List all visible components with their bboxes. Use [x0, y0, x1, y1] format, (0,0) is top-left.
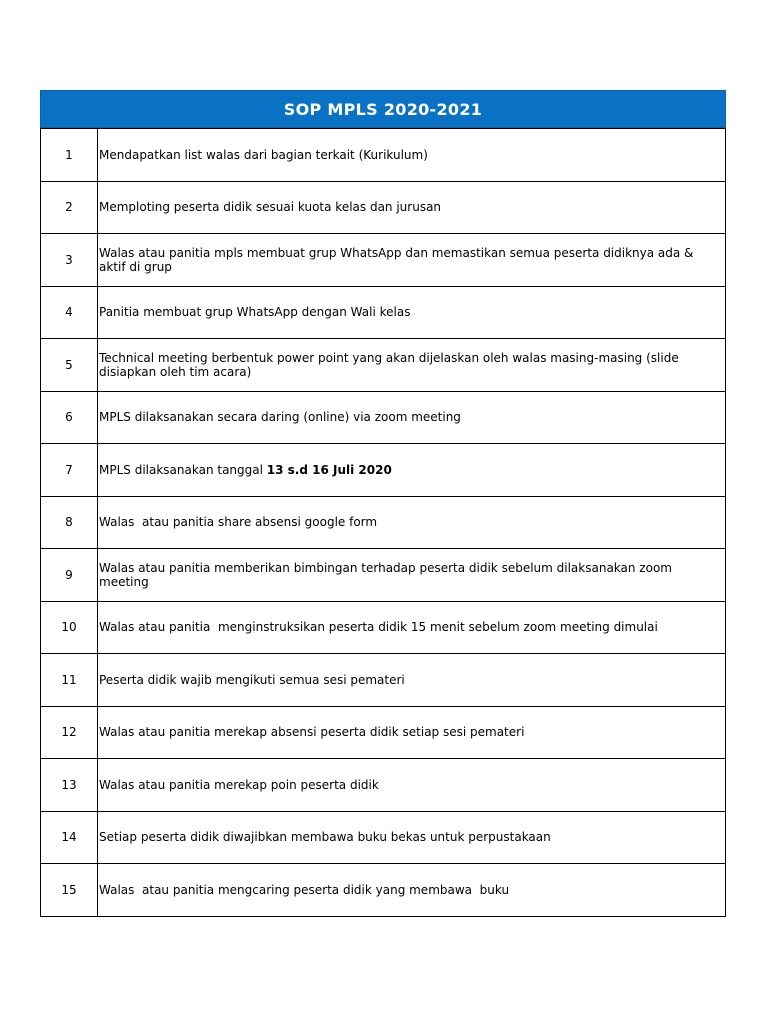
row-text-content: Walas atau panitia share absensi google form — [99, 515, 378, 530]
row-text — [98, 339, 725, 391]
sop-table — [40, 90, 726, 917]
table-row — [41, 811, 725, 864]
row-number: 5 — [41, 339, 98, 391]
row-text — [98, 864, 725, 916]
row-text-content: Walas atau panitia mpls membuat grup WhatsApp dan memastikan semua peserta didiknya ada & aktif di grup — [99, 245, 694, 274]
row-text-content: Walas atau panitia menginstruksikan peserta didik 15 menit sebelum zoom meeting dimulai — [99, 620, 658, 635]
row-text-content: Walas atau panitia merekap poin peserta didik — [99, 777, 379, 792]
row-text — [98, 549, 725, 601]
table-row — [41, 181, 725, 234]
row-text — [98, 497, 725, 549]
table-row — [41, 863, 725, 916]
row-text — [98, 707, 725, 759]
row-text-content: Technical meeting berbentuk power point yang akan dijelaskan oleh walas masing-masing (slide disiapkan oleh tim acara) — [99, 350, 679, 379]
table-row — [41, 128, 725, 181]
row-text-content: Walas atau panitia memberikan bimbingan terhadap peserta didik sebelum dilaksanakan zoom meeting — [99, 560, 672, 589]
row-text-content: MPLS dilaksanakan tanggal — [99, 462, 267, 477]
row-number: 2 — [41, 182, 98, 234]
row-number: 11 — [41, 654, 98, 706]
table-row — [41, 286, 725, 339]
row-text-content: Walas atau panitia merekap absensi peserta didik setiap sesi pemateri — [99, 725, 525, 740]
row-number: 4 — [41, 287, 98, 339]
row-text-content: Peserta didik wajib mengikuti semua sesi pemateri — [99, 672, 405, 687]
row-text — [98, 234, 725, 286]
row-number: 6 — [41, 392, 98, 444]
table-title: SOP MPLS 2020-2021 — [40, 90, 726, 128]
row-text — [98, 444, 725, 496]
row-number: 14 — [41, 812, 98, 864]
row-number: 9 — [41, 549, 98, 601]
row-number: 3 — [41, 234, 98, 286]
row-number: 1 — [41, 129, 98, 181]
row-text — [98, 602, 725, 654]
row-text — [98, 129, 725, 181]
row-text — [98, 182, 725, 234]
table-row — [41, 338, 725, 391]
row-number: 12 — [41, 707, 98, 759]
table-row — [41, 706, 725, 759]
row-text-content: MPLS dilaksanakan secara daring (online) via zoom meeting — [99, 410, 461, 425]
row-text-content: Setiap peserta didik diwajibkan membawa buku bekas untuk perpustakaan — [99, 830, 551, 845]
row-text-content: Panitia membuat grup WhatsApp dengan Wali kelas — [99, 305, 411, 320]
table-row — [41, 653, 725, 706]
row-number: 15 — [41, 864, 98, 916]
table-row — [41, 548, 725, 601]
row-text — [98, 812, 725, 864]
row-text-content: Memploting peserta didik sesuai kuota kelas dan jurusan — [99, 200, 442, 215]
table-row — [41, 496, 725, 549]
row-text — [98, 654, 725, 706]
row-number: 13 — [41, 759, 98, 811]
row-text — [98, 392, 725, 444]
row-text — [98, 287, 725, 339]
row-text-content: Mendapatkan list walas dari bagian terkait (Kurikulum) — [99, 147, 428, 162]
row-number: 10 — [41, 602, 98, 654]
table-row — [41, 601, 725, 654]
row-text-content: Walas atau panitia mengcaring peserta didik yang membawa buku — [99, 882, 510, 897]
row-text — [98, 759, 725, 811]
row-number: 8 — [41, 497, 98, 549]
table-row — [41, 758, 725, 811]
row-number: 7 — [41, 444, 98, 496]
row-text-bold: 13 s.d 16 Juli 2020 — [266, 462, 392, 477]
table-row — [41, 233, 725, 286]
table-row — [41, 391, 725, 444]
table-row — [41, 443, 725, 496]
table-body — [40, 128, 726, 917]
